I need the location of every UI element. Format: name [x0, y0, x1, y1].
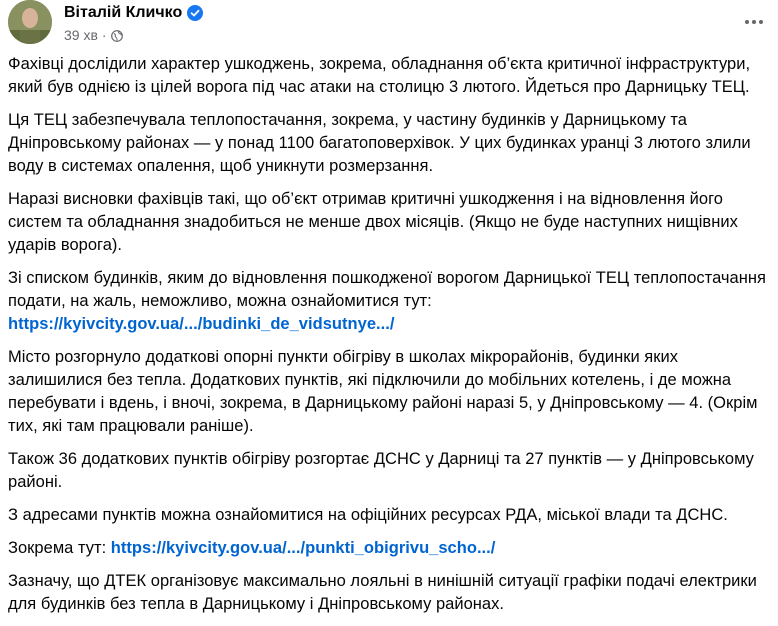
paragraph-7: З адресами пунктів можна ознайомитися на офіційних ресурсах РДА, міської влади та ДСНС.	[8, 506, 728, 524]
buildings-list-link[interactable]: https://kyivcity.gov.ua/.../budinki_de_vidsutnye.../	[8, 315, 395, 333]
author-name[interactable]: Віталій Кличко	[64, 4, 183, 21]
more-options-button[interactable]	[738, 6, 770, 38]
post-text	[8, 53, 770, 626]
author-avatar[interactable]	[8, 0, 52, 44]
heating-points-link[interactable]: https://kyivcity.gov.ua/.../punkti_obigrivu_scho.../	[110, 539, 496, 557]
post-header	[8, 0, 770, 52]
paragraph-5: Місто розгорнуло додаткові опорні пункти обігріву в школах мікрорайонів, будинки яких залишилися без тепла. Додаткових пунктів, які підключили до мобільних котелень, і де можна перебувати і вдень, і вночі, зокрема, в Дарницькому районі наразі 5, у Дніпровському — 4. (Окрім тих, які там працювали раніше).	[8, 348, 758, 435]
paragraph-4	[8, 267, 770, 336]
globe-icon	[111, 29, 123, 41]
avatar-image	[8, 0, 52, 44]
verified-badge-icon	[187, 5, 203, 21]
paragraph-4-text: Зі списком будинків, яким до відновлення пошкодженої ворогом Дарницької ТЕЦ теплопостачання подати, на жаль, неможливо, можна ознайомитися тут:	[8, 269, 766, 310]
paragraph-1: Фахівці дослідили характер ушкоджень, зокрема, обладнання об’єкта критичної інфраструктури, який був однією із цілей ворога під час атаки на столицю 3 лютого. Йдеться про Дарницьку ТЕЦ.	[8, 55, 751, 96]
paragraph-3: Наразі висновки фахівців такі, що об’єкт отримав критичні ушкодження і на відновлення його систем та обладнання знадобиться не менше двох місяців. (Якщо не буде наступних нищівних ударів ворога).	[8, 190, 738, 254]
paragraph-8	[8, 537, 770, 560]
post-meta	[64, 27, 123, 43]
meta-separator: ·	[101, 27, 107, 43]
post-timestamp[interactable]: 39 хв	[64, 27, 98, 43]
paragraph-9: Зазначу, що ДТЕК організовує максимально лояльні в нинішній ситуації графіки подачі електрики для будинків без тепла в Дарницькому і Дніпровському районах.	[8, 572, 757, 613]
paragraph-2: Ця ТЕЦ забезпечувала теплопостачання, зокрема, у частину будинків у Дарницькому та Дніпровському районах — у понад 1100 багатоповерхівок. У цих будинках уранці 3 лютого злили воду в системах опалення, щоб уникнути розмерзання.	[8, 111, 751, 175]
paragraph-6: Також 36 додаткових пунктів обігріву розгортає ДСНС у Дарниці та 27 пунктів — у Дніпровському районі.	[8, 450, 754, 491]
author-line	[64, 4, 203, 22]
more-dots-icon	[744, 19, 764, 25]
paragraph-8-text: Зокрема тут:	[8, 539, 111, 557]
